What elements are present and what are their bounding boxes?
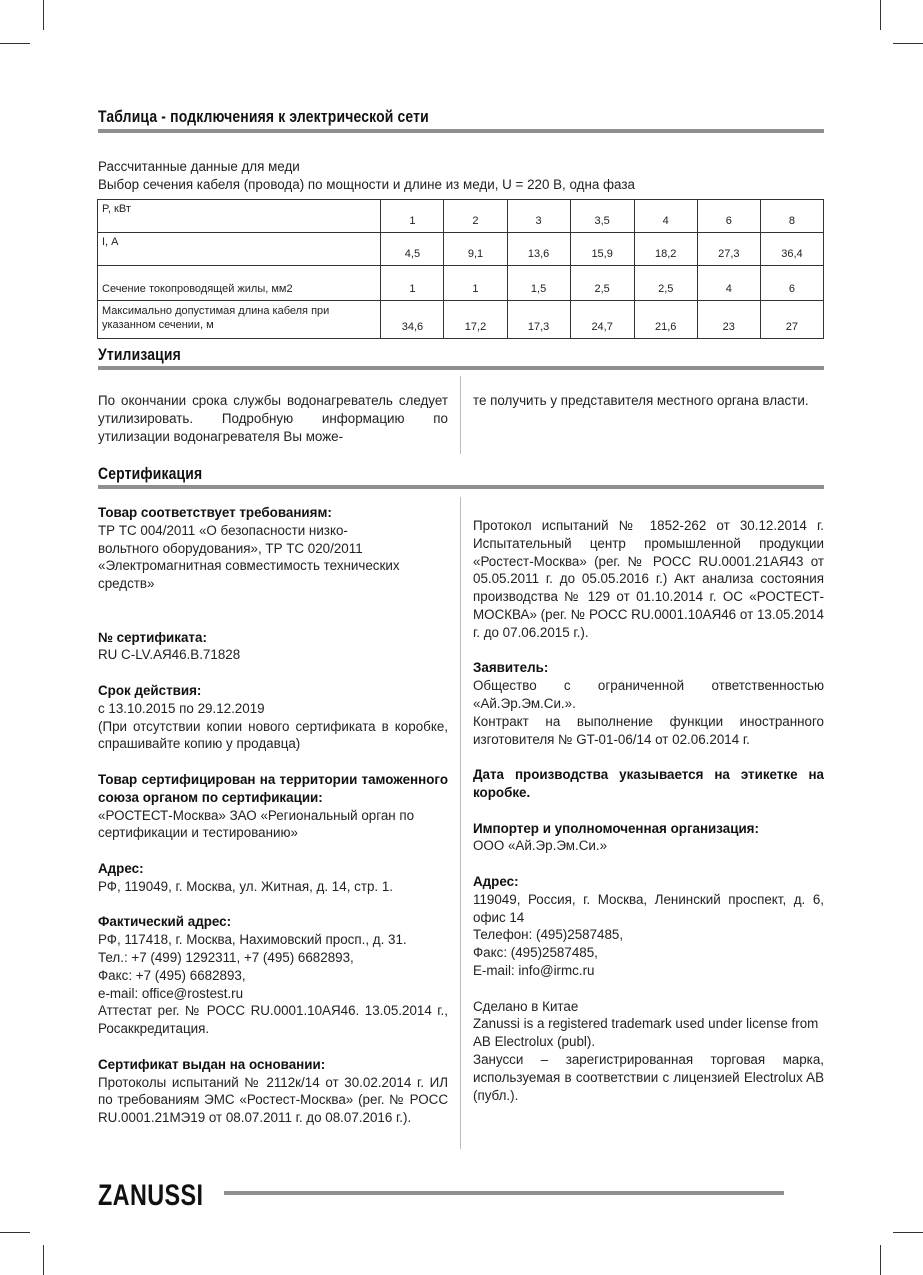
table-cell: 3,5 — [570, 200, 634, 233]
block-line: RU C-LV.АЯ46.В.71828 — [98, 647, 241, 663]
crop-mark — [0, 1232, 30, 1233]
actual-address-block — [98, 913, 448, 1038]
table-cell: 23 — [697, 301, 760, 339]
block-line: Тел.: +7 (499) 1292311, +7 (495) 6682893, — [98, 949, 354, 965]
table-cell: 8 — [760, 200, 823, 233]
disposal-right-text: те получить у представителя местного органа власти. — [473, 393, 809, 408]
table-row — [98, 233, 824, 266]
cert-number-block — [98, 629, 448, 665]
block-line: с 13.10.2015 по 29.12.2019 — [98, 700, 265, 716]
column-divider — [460, 376, 461, 454]
block-line: Факс: (495)2587485, — [473, 945, 598, 961]
row-label: Максимально допустимая длина кабеля при указанном сечении, м — [98, 301, 381, 339]
crop-mark — [880, 1245, 881, 1275]
table-cell: 4,5 — [381, 233, 444, 266]
row-label: P, кВт — [98, 200, 381, 233]
applicant-block — [473, 659, 824, 748]
block-line: ТР ТС 004/2011 «О безопасности низко- — [98, 522, 348, 538]
table-row — [98, 200, 824, 233]
trademark-en: Zanussi is a registered trademark used under license from AB Electrolux (publ). — [473, 1016, 819, 1050]
crop-mark — [893, 1232, 923, 1233]
table-cell: 6 — [760, 266, 823, 301]
block-line: Факс: +7 (495) 6682893, — [98, 967, 246, 983]
table-cell: 24,7 — [570, 301, 634, 339]
importer-address-block — [473, 873, 824, 980]
intro-line-2: Выбор сечения кабеля (провода) по мощности и длине из меди, U = 220 В, одна фаза — [98, 177, 635, 192]
row-label: I, А — [98, 233, 381, 266]
production-date-block — [473, 766, 824, 802]
intro-line-1: Рассчитанные данные для меди — [98, 159, 300, 174]
block-line: E-mail: info@irmc.ru — [473, 962, 595, 978]
block-line: вольтного оборудования», ТР ТС 020/2011 — [98, 540, 363, 556]
table-cell: 4 — [634, 200, 697, 233]
block-line: (При отсутствии копии нового сертификата в коробке, спрашивайте копию у продавца) — [98, 718, 448, 752]
table-cell: 27 — [760, 301, 823, 339]
connection-table — [97, 199, 824, 339]
block-line: Аттестат рег. № РОСС RU.0001.10АЯ46. 13.05.2014 г., Росаккредитация. — [98, 1003, 448, 1037]
made-in-text: Сделано в Китае — [473, 998, 579, 1014]
address-block — [98, 860, 448, 896]
block-line: Контракт на выполнение функции иностранного изготовителя № GT-01-06/14 от 02.06.2014 г. — [473, 713, 824, 747]
table-cell: 1 — [381, 266, 444, 301]
basis-block — [98, 1056, 448, 1127]
zanussi-logo: ZANUSSI — [98, 1179, 204, 1212]
trademark-ru: Занусси – зарегистрированная торговая марка, используемая в соответствии с лицензией Electrolux AB (публ.). — [473, 1051, 824, 1103]
section-rule — [98, 485, 824, 489]
block-heading: Заявитель: — [473, 660, 549, 676]
table-cell: 15,9 — [570, 233, 634, 266]
crop-mark — [0, 43, 30, 44]
block-heading: Товар сертифицирован на территории таможенного союза органом по сертификации: — [98, 771, 448, 805]
table-cell: 4 — [697, 266, 760, 301]
row-label: Сечение токопроводящей жилы, мм2 — [98, 266, 381, 301]
footer-rule — [224, 1191, 784, 1195]
block-heading: Фактический адрес: — [98, 914, 232, 930]
crop-mark — [880, 0, 881, 30]
block-heading: Адрес: — [473, 873, 519, 889]
table-cell: 21,6 — [634, 301, 697, 339]
block-heading: Импортер и уполномоченная организация: — [473, 820, 759, 836]
block-line: Общество с ограниченной ответственностью «Ай.Эр.Эм.Си.». — [473, 678, 824, 711]
table-cell: 3 — [507, 200, 570, 233]
block-line: e-mail: office@rostest.ru — [98, 985, 244, 1001]
cert-right-column — [473, 517, 824, 1104]
table-row — [98, 301, 824, 339]
cert-body-block — [98, 771, 448, 842]
block-line: «Электромагнитная совместимость технических — [98, 558, 400, 574]
table-cell: 18,2 — [634, 233, 697, 266]
block-line: средств» — [98, 576, 155, 592]
block-line: РФ, 117418, г. Москва, Нахимовский просп., д. 31. — [98, 932, 407, 948]
block-line: ООО «Ай.Эр.Эм.Си.» — [473, 838, 608, 854]
block-heading: Сертификат выдан на основании: — [98, 1056, 326, 1072]
table-cell: 1,5 — [507, 266, 570, 301]
crop-mark — [43, 0, 44, 30]
table-cell: 2,5 — [634, 266, 697, 301]
table-cell: 1 — [444, 266, 507, 301]
table-cell: 34,6 — [381, 301, 444, 339]
validity-block — [98, 682, 448, 753]
block-heading: Товар соответствует требованиям: — [98, 505, 332, 520]
table-cell: 2,5 — [570, 266, 634, 301]
disposal-section-title: Утилизация — [98, 345, 181, 364]
block-line: Телефон: (495)2587485, — [473, 927, 624, 943]
table-row — [98, 266, 824, 301]
section-rule — [98, 366, 824, 370]
crop-mark — [43, 1245, 44, 1275]
table-cell: 1 — [381, 200, 444, 233]
disposal-left-text: По окончании срока службы водонагреватель следует утилизировать. Подробную информацию по утилизации водонагревателя Вы може- — [98, 393, 448, 444]
table-cell: 27,3 — [697, 233, 760, 266]
cert-section-title: Сертификация — [98, 464, 203, 483]
section-rule — [98, 129, 824, 133]
block-line: «РОСТЕСТ-Москва» ЗАО «Региональный орган по сертификации и тестированию» — [98, 807, 415, 841]
block-heading: Адрес: — [98, 860, 144, 876]
block-line: РФ, 119049, г. Москва, ул. Житная, д. 14, стр. 1. — [98, 878, 394, 894]
importer-block — [473, 820, 824, 856]
table-cell: 13,6 — [507, 233, 570, 266]
connection-intro — [98, 158, 635, 194]
table-cell: 36,4 — [760, 233, 823, 266]
table-cell: 2 — [444, 200, 507, 233]
block-heading: Дата производства указывается на этикетке на коробке. — [473, 767, 824, 800]
crop-mark — [893, 43, 923, 44]
table-cell: 9,1 — [444, 233, 507, 266]
table-cell: 6 — [697, 200, 760, 233]
block-heading: Срок действия: — [98, 682, 202, 698]
column-divider — [460, 497, 461, 1149]
block-line: 119049, Россия, г. Москва, Ленинский проспект, д. 6, офис 14 — [473, 891, 824, 925]
block-heading: № сертификата: — [98, 629, 207, 645]
protocol-text: Протокол испытаний № 1852-262 от 30.12.2014 г. Испытательный центр промышленной продукции «Ростест-Москва» (рег. № РОСС RU.0001.21АЯ43 от 05.05.2011 г. до 05.05.2016 г.) Акт анализа состояния производства № 129 от 01.10.2014 г. ОС «РОСТЕСТ-МОСКВА» (рег. № РОСС RU.0001.10АЯ46 от 13.05.2014 г. до 07.06.2015 г.). — [473, 518, 824, 640]
requirements-block — [98, 504, 448, 593]
cert-left-column — [98, 504, 448, 1127]
connection-section-title: Таблица - подключенияя к электрической сети — [98, 107, 429, 126]
block-line: Протоколы испытаний № 2112к/14 от 30.02.2014 г. ИЛ по требованиям ЭМС «Ростест-Москва» (рег. № РОСС RU.0001.21МЭ19 от 08.07.2011 г. до 08.07.2016 г.). — [98, 1074, 448, 1126]
table-cell: 17,3 — [507, 301, 570, 339]
table-cell: 17,2 — [444, 301, 507, 339]
